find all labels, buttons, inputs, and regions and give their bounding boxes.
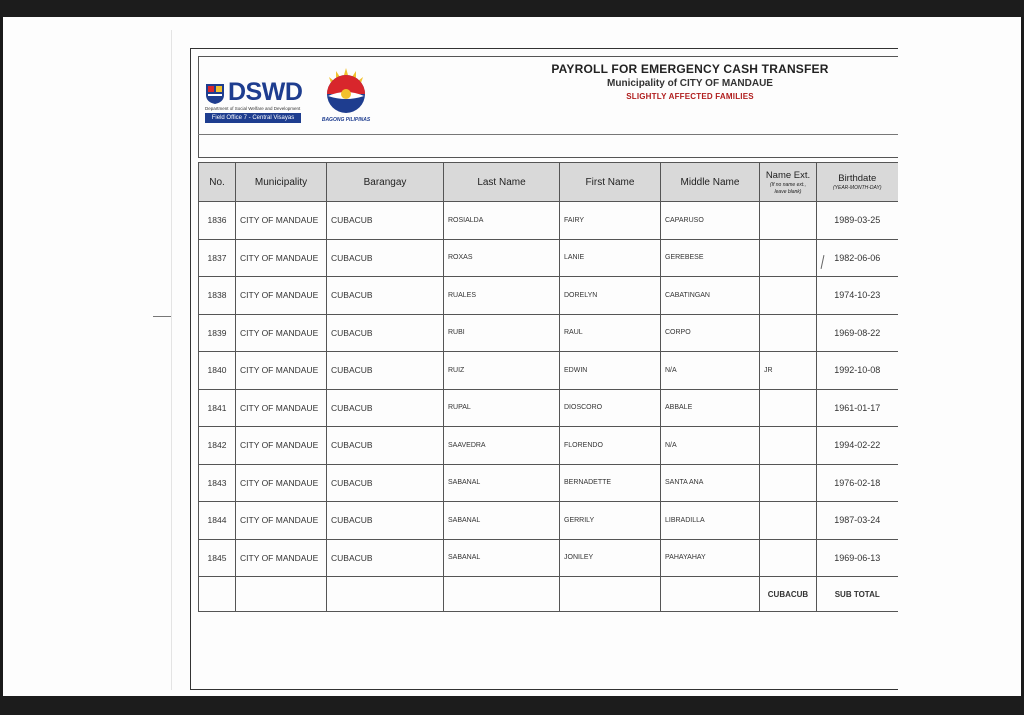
- cell-municipality: CITY OF MANDAUE: [236, 277, 327, 315]
- cell-middle-name: GEREBESE: [661, 239, 760, 277]
- cell-name-ext: [760, 277, 817, 315]
- cell-barangay: CUBACUB: [327, 427, 444, 465]
- cell-birthdate: 1969-06-13: [817, 539, 898, 577]
- cell-birthdate: 1994-02-22: [817, 427, 898, 465]
- cell-first-name: BERNADETTE: [560, 464, 661, 502]
- cell-empty: [560, 577, 661, 612]
- table-row: [199, 389, 898, 427]
- cell-name-ext: [760, 539, 817, 577]
- cell-municipality: CITY OF MANDAUE: [236, 352, 327, 390]
- cell-no: 1845: [199, 539, 236, 577]
- municipality-line: Municipality of CITY OF MANDAUE: [607, 78, 773, 89]
- bagong-pilipinas-emblem-icon: [316, 66, 376, 116]
- bagong-pilipinas-label: BAGONG PILIPINAS: [321, 117, 371, 123]
- col-header-birthdate: [817, 163, 898, 202]
- cell-last-name: SAAVEDRA: [444, 427, 560, 465]
- cell-municipality: CITY OF MANDAUE: [236, 464, 327, 502]
- cell-barangay: CUBACUB: [327, 464, 444, 502]
- cell-barangay: CUBACUB: [327, 502, 444, 540]
- cell-empty: [327, 577, 444, 612]
- cell-no: 1840: [199, 352, 236, 390]
- cell-municipality: CITY OF MANDAUE: [236, 427, 327, 465]
- cell-middle-name: N/A: [661, 427, 760, 465]
- birthdate-label: Birthdate: [838, 173, 877, 184]
- cell-barangay: CUBACUB: [327, 352, 444, 390]
- dswd-department-name: Department of Social Welfare and Development: [205, 106, 301, 111]
- cell-birthdate: 1969-08-22: [817, 314, 898, 352]
- cell-barangay: CUBACUB: [327, 239, 444, 277]
- cell-municipality: CITY OF MANDAUE: [236, 314, 327, 352]
- cell-middle-name: CABATINGAN: [661, 277, 760, 315]
- table-row: [199, 239, 898, 277]
- col-header-no: No.: [199, 163, 236, 202]
- cell-barangay: CUBACUB: [327, 202, 444, 240]
- cell-last-name: ROXAS: [444, 239, 560, 277]
- cell-birthdate: 1974-10-23: [817, 277, 898, 315]
- col-header-barangay: Barangay: [327, 163, 444, 202]
- top-dark-border: [0, 0, 1024, 17]
- cell-barangay: CUBACUB: [327, 539, 444, 577]
- cell-first-name: RAUL: [560, 314, 661, 352]
- cell-first-name: FAIRY: [560, 202, 661, 240]
- cell-birthdate: 1987-03-24: [817, 502, 898, 540]
- cell-empty: [661, 577, 760, 612]
- table-row: [199, 352, 898, 390]
- cell-middle-name: LIBRADILLA: [661, 502, 760, 540]
- document-title: PAYROLL FOR EMERGENCY CASH TRANSFER: [551, 62, 829, 76]
- cell-first-name: GERRILY: [560, 502, 661, 540]
- cell-no: 1837: [199, 239, 236, 277]
- table-row: [199, 314, 898, 352]
- header-divider: [198, 134, 898, 135]
- cell-middle-name: ABBALE: [661, 389, 760, 427]
- cell-last-name: RUIZ: [444, 352, 560, 390]
- cell-birthdate: 1989-03-25: [817, 202, 898, 240]
- cell-last-name: RUALES: [444, 277, 560, 315]
- dswd-emblem-icon: [205, 83, 225, 105]
- cell-empty: [236, 577, 327, 612]
- cell-name-ext: [760, 314, 817, 352]
- cell-last-name: SABANAL: [444, 539, 560, 577]
- cell-middle-name: N/A: [661, 352, 760, 390]
- cell-name-ext: [760, 202, 817, 240]
- col-header-name-ext: [760, 163, 817, 202]
- cell-name-ext: [760, 502, 817, 540]
- cell-middle-name: SANTA ANA: [661, 464, 760, 502]
- col-header-municipality: Municipality: [236, 163, 327, 202]
- document-title-block: [520, 62, 860, 103]
- birthdate-hint: (YEAR-MONTH-DAY): [832, 185, 882, 191]
- cell-municipality: CITY OF MANDAUE: [236, 389, 327, 427]
- table-row: [199, 502, 898, 540]
- cell-no: 1841: [199, 389, 236, 427]
- stray-pen-mark: [153, 316, 171, 317]
- page-edge-shadow: [171, 30, 172, 690]
- cell-name-ext: JR: [760, 352, 817, 390]
- cell-first-name: JONILEY: [560, 539, 661, 577]
- bottom-dark-border: [0, 696, 1024, 715]
- cell-barangay: CUBACUB: [327, 277, 444, 315]
- bagong-pilipinas-logo: [316, 66, 376, 124]
- cell-barangay: CUBACUB: [327, 389, 444, 427]
- cell-last-name: RUPAL: [444, 389, 560, 427]
- cell-municipality: CITY OF MANDAUE: [236, 202, 327, 240]
- cell-birthdate: 1992-10-08: [817, 352, 898, 390]
- cell-name-ext: [760, 427, 817, 465]
- cell-empty: [444, 577, 560, 612]
- table-row: [199, 464, 898, 502]
- col-header-first-name: First Name: [560, 163, 661, 202]
- dswd-logo: [205, 80, 305, 124]
- cell-middle-name: CORPO: [661, 314, 760, 352]
- table-row: [199, 539, 898, 577]
- table-footer-row: [199, 577, 898, 612]
- barangay-total-label: CUBACUB: [760, 577, 817, 612]
- cell-last-name: RUBI: [444, 314, 560, 352]
- cell-middle-name: PAHAYAHAY: [661, 539, 760, 577]
- cell-empty: [199, 577, 236, 612]
- cell-middle-name: CAPARUSO: [661, 202, 760, 240]
- cell-no: 1844: [199, 502, 236, 540]
- table-row: [199, 202, 898, 240]
- table-row: [199, 427, 898, 465]
- dswd-wordmark: DSWD: [228, 78, 303, 106]
- cell-birthdate: 1976-02-18: [817, 464, 898, 502]
- cell-first-name: DIOSCORO: [560, 389, 661, 427]
- col-header-middle-name: Middle Name: [661, 163, 760, 202]
- cell-first-name: FLORENDO: [560, 427, 661, 465]
- cell-municipality: CITY OF MANDAUE: [236, 502, 327, 540]
- name-ext-hint: (If no name ext., leave blank): [769, 181, 807, 195]
- category-label: SLIGHTLY AFFECTED FAMILIES: [626, 92, 754, 101]
- cell-no: 1836: [199, 202, 236, 240]
- cell-first-name: EDWIN: [560, 352, 661, 390]
- cell-no: 1843: [199, 464, 236, 502]
- cell-first-name: DORELYN: [560, 277, 661, 315]
- cell-last-name: ROSIALDA: [444, 202, 560, 240]
- cell-name-ext: [760, 389, 817, 427]
- cell-last-name: SABANAL: [444, 502, 560, 540]
- cell-no: 1839: [199, 314, 236, 352]
- cell-no: 1842: [199, 427, 236, 465]
- cell-name-ext: [760, 464, 817, 502]
- cell-municipality: CITY OF MANDAUE: [236, 539, 327, 577]
- cell-birthdate: 1961-01-17: [817, 389, 898, 427]
- cell-first-name: LANIE: [560, 239, 661, 277]
- col-header-last-name: Last Name: [444, 163, 560, 202]
- cell-birthdate: 1982-06-06: [817, 239, 898, 277]
- subtotal-label: SUB TOTAL: [817, 577, 898, 612]
- cell-no: 1838: [199, 277, 236, 315]
- field-office-label: Field Office 7 - Central Visayas: [205, 113, 301, 123]
- cell-barangay: CUBACUB: [327, 314, 444, 352]
- table-header-row: [199, 163, 898, 202]
- table-row: [199, 277, 898, 315]
- cell-last-name: SABANAL: [444, 464, 560, 502]
- payroll-table: [198, 162, 898, 612]
- cell-municipality: CITY OF MANDAUE: [236, 239, 327, 277]
- name-ext-label: Name Ext.: [765, 169, 811, 181]
- cell-name-ext: [760, 239, 817, 277]
